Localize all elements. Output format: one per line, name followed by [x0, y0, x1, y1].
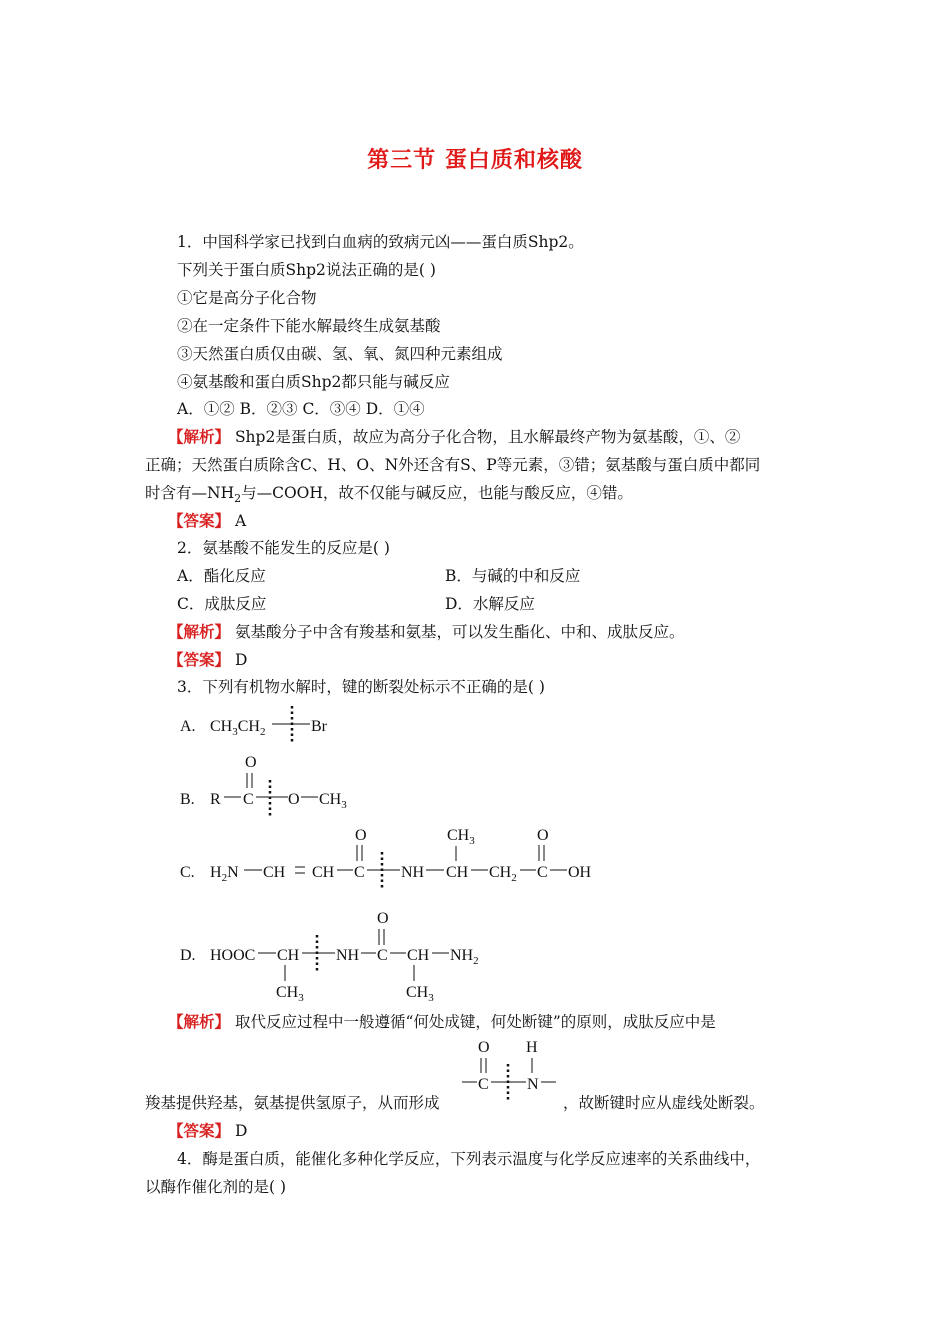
q2-option-a: A．酯化反应 — [177, 567, 266, 585]
analysis-tag: 【解析】 — [168, 1012, 231, 1031]
formula-a-text: $CH_3CH_2$ — [210, 718, 266, 738]
option-label-a: A. — [180, 718, 196, 735]
formula-a — [180, 706, 328, 742]
formula-b — [180, 754, 347, 818]
svg-text:HOOC: HOOC — [210, 947, 256, 964]
svg-text:CH: CH — [263, 864, 286, 881]
q1-item-3: ③天然蛋白质仅由碳、氢、氧、氮四种元素组成 — [177, 345, 503, 363]
svg-text:CH: CH — [277, 947, 300, 964]
q1-answer: 【答案】 A — [168, 511, 247, 530]
svg-text:OH: OH — [568, 864, 592, 881]
answer-tag: 【答案】 — [168, 1121, 231, 1140]
svg-text:O: O — [288, 791, 300, 808]
answer-tag: 【答案】 — [168, 511, 231, 530]
q2-option-c: C．成肽反应 — [177, 595, 267, 613]
svg-text:CH2: $CH_2$ — [489, 864, 517, 884]
svg-text:Br: Br — [311, 718, 327, 735]
svg-text:C: C — [537, 864, 548, 881]
svg-text:O: O — [478, 1039, 490, 1056]
q3-analysis-line1: 【解析】 取代反应过程中一般遵循“何处成键，何处断键”的原则，成肽反应中是 — [168, 1012, 716, 1031]
svg-text:CH3: $CH_3$ — [447, 827, 475, 847]
q2-option-b: B．与碱的中和反应 — [445, 567, 581, 585]
option-label-d: D. — [180, 947, 196, 964]
analysis-tag: 【解析】 — [168, 427, 231, 446]
q1-item-2: ②在一定条件下能水解最终生成氨基酸 — [177, 317, 441, 335]
svg-text:CH: CH — [407, 947, 430, 964]
svg-text:C: C — [354, 864, 365, 881]
q3-analysis-line2-b: ，故断键时应从虚线处断裂。 — [563, 1094, 765, 1112]
q3-analysis-line2-a: 羧基提供羟基，氨基提供氢原子，从而形成 — [145, 1094, 440, 1112]
svg-text:CH: CH — [446, 864, 469, 881]
svg-text:NH: NH — [401, 864, 425, 881]
formula-c — [180, 827, 592, 890]
q1-analysis-line2: 正确；天然蛋白质除含C、H、O、N外还含有S、P等元素，③错；氨基酸与蛋白质中都同 — [145, 456, 761, 474]
q1-analysis-line1: 【解析】 Shp2是蛋白质，故应为高分子化合物，且水解最终产物为氨基酸，①、② — [168, 427, 741, 446]
option-label-b: B. — [180, 791, 195, 808]
svg-text:N: N — [527, 1076, 539, 1093]
q3-stem: 3．下列有机物水解时，键的断裂处标示不正确的是( ) — [177, 678, 545, 696]
formula-d — [180, 910, 479, 1004]
analysis-tag: 【解析】 — [168, 622, 231, 641]
q4-stem-line2: 以酶作催化剂的是( ) — [145, 1178, 287, 1196]
svg-text:C: C — [377, 947, 388, 964]
svg-text:CH3: $CH_3$ — [406, 984, 434, 1004]
answer-tag: 【答案】 — [168, 650, 231, 669]
q2-analysis: 【解析】 氨基酸分子中含有羧基和氨基，可以发生酯化、中和、成肽反应。 — [168, 622, 685, 641]
q4-stem-line1: 4．酶是蛋白质，能催化多种化学反应，下列表示温度与化学反应速率的关系曲线中， — [177, 1150, 761, 1168]
q1-stem-line2: 下列关于蛋白质Shp2说法正确的是( ) — [177, 261, 436, 279]
svg-text:O: O — [537, 827, 549, 844]
svg-text:CH3: $CH_3$ — [276, 984, 304, 1004]
q1-item-4: ④氨基酸和蛋白质Shp2都只能与碱反应 — [177, 373, 450, 391]
svg-text:C: C — [478, 1076, 489, 1093]
q2-answer: 【答案】 D — [168, 650, 248, 669]
option-label-c: C. — [180, 864, 195, 881]
page-title: 第三节 蛋白质和核酸 — [367, 148, 583, 173]
svg-text:H: H — [526, 1039, 538, 1056]
q2-option-d: D．水解反应 — [445, 595, 535, 613]
svg-text:C: C — [243, 791, 254, 808]
q1-stem-line1: 1．中国科学家已找到白血病的致病元凶——蛋白质Shp2。 — [177, 233, 584, 251]
svg-text:NH2: $NH_2$ — [450, 947, 479, 967]
svg-text:CH3: $CH_3$ — [319, 791, 347, 811]
svg-text:H2N: $H_2N$ — [210, 864, 239, 884]
q2-stem: 2．氨基酸不能发生的反应是( ) — [177, 539, 390, 557]
q1-item-1: ①它是高分子化合物 — [177, 289, 317, 307]
svg-text:NH: NH — [336, 947, 360, 964]
svg-text:CH: CH — [312, 864, 335, 881]
q1-options: A．①② B．②③ C．③④ D．①④ — [177, 400, 425, 418]
q3-answer: 【答案】 D — [168, 1121, 248, 1140]
svg-text:R: R — [210, 791, 221, 808]
svg-text:O: O — [355, 827, 367, 844]
svg-text:O: O — [245, 754, 257, 771]
q1-analysis-line3: 时含有$—NH_2$与—COOH，故不仅能与碱反应，也能与酸反应，④错。 — [145, 484, 633, 506]
svg-text:O: O — [377, 910, 389, 927]
